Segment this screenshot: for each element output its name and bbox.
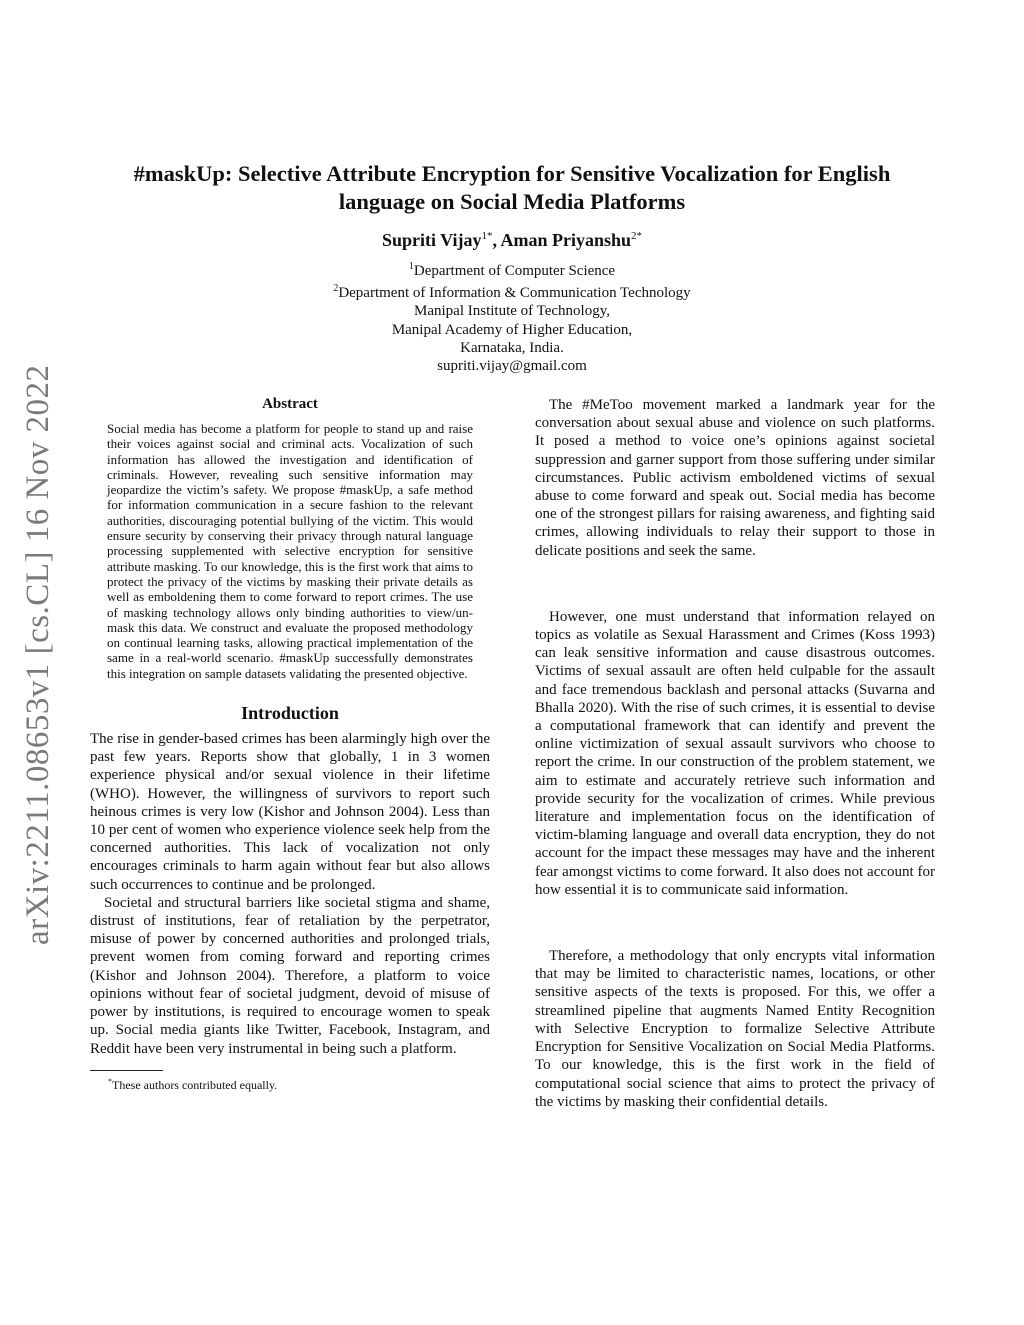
arxiv-identifier: arXiv:2211.08653v1 [cs.CL] 16 Nov 2022 bbox=[20, 364, 56, 945]
affiliation-text: Department of Information & Communication Technology bbox=[338, 285, 691, 302]
footnote bbox=[108, 1075, 490, 1092]
author-name: Aman Priyanshu bbox=[500, 230, 632, 250]
title-line-2: language on Social Media Platforms bbox=[338, 189, 686, 214]
affiliation-line bbox=[90, 280, 934, 302]
body-paragraph: However, one must understand that information relayed on topics as volatile as Sexual Harassment and Crimes (Koss 1993) can leak sensitive information and cause disastrous outcomes. Victims of sexual assault are often held culpable for the assault and face tremendous backlash and personal attacks (Suvarna and Bhalla 2020). With the rise of such crimes, it is essential to devise a computational framework that can identify and prevent the online victimization of sexual assault survivors who choose to report the crime. In our construction of the problem statement, we aim to estimate and accurately retrieve such information and provide security for the vocalization of crimes. While previous literature and implementation focus on the identification of victim-blaming language and overall data encryption, they do not account for the impact these messages may have and the inherent fear amongst victims to come forward. It also does not account for how essential it is to communicate said information. bbox=[535, 608, 935, 898]
body-paragraph: Therefore, a methodology that only encrypts vital information that may be limited to characteristic names, locations, or other sensitive aspects of the texts is proposed. For this, we offer a streamlined pipeline that augments Named Entity Recognition with Selective Encryption to formalize Selective Attribute Encryption for Sensitive Vocalization on Social Media Platforms. To our knowledge, this is the first work in the field of computational social science that aims to protect the privacy of the victims by masking their confidential details. bbox=[535, 948, 935, 1110]
author-email: supriti.vijay@gmail.com bbox=[437, 358, 587, 375]
author-affiliation-mark: 2* bbox=[631, 230, 643, 242]
paper-title bbox=[90, 160, 934, 216]
affiliation-text: Department of Computer Science bbox=[413, 263, 616, 279]
affiliation-mark: 1 bbox=[408, 261, 414, 272]
footnote-mark: * bbox=[108, 1076, 112, 1086]
author-name: Supriti Vijay bbox=[381, 230, 482, 250]
paragraph-gap bbox=[535, 560, 935, 608]
affiliations bbox=[90, 258, 934, 375]
abstract-text: Social media has become a platform for people to stand up and raise their voices against social and criminal acts. Vocalization of such information has allowed the investigation and identification of criminals. However, revealing such sensitive information may jeopardize the victim’s safety. We propose #maskUp, a safe method for information communication in a secure fashion to the relevant authorities, discouraging potential bullying of the victim. This would ensure security by conserving their privacy through natural language processing supplemented with selective encryption for sensitive attribute masking. To our knowledge, this is the first work that aims to protect the privacy of the victims by masking their private details as well as emboldening them to come forward to report crimes. The use of masking technology allows only binding authorities to view/un-mask this data. We construct and evaluate the proposed methodology on continual learning tasks, allowing practical implementation of the same in a real-world scenario. #maskUp successfully demonstrates this integration on sample datasets validating the presented objective. bbox=[107, 421, 473, 681]
body-paragraph: The rise in gender-based crimes has been alarmingly high over the past few years. Reports show that globally, 1 in 3 women experience physical and/or sexual violence in their lifetime (WHO). However, the willingness of survivors to report such heinous crimes is very low (Kishor and Johnson 2004). Less than 10 per cent of women who experience violence seek help from the concerned authorities. This lack of vocalization not only encourages criminals to harm again without fear but also allows such occurrences to continue and be prolonged. bbox=[90, 731, 490, 893]
left-column bbox=[90, 396, 490, 1092]
introduction-heading: Introduction bbox=[241, 703, 339, 724]
title-line-1: #maskUp: Selective Attribute Encryption for Sensitive Vocalization for English bbox=[133, 161, 891, 186]
author-affiliation-mark: 1* bbox=[481, 230, 493, 242]
right-column bbox=[535, 396, 935, 1111]
affiliation-line: Manipal Institute of Technology, bbox=[414, 303, 610, 320]
affiliation-line: Manipal Academy of Higher Education, bbox=[391, 321, 633, 338]
paragraph-gap bbox=[535, 899, 935, 947]
affiliation-line bbox=[90, 258, 934, 280]
footnote-text: These authors contributed equally. bbox=[112, 1077, 278, 1092]
affiliation-mark: 2 bbox=[333, 283, 339, 295]
author-separator: , bbox=[492, 230, 501, 250]
affiliation-line: Karnataka, India. bbox=[460, 339, 564, 356]
body-paragraph: The #MeToo movement marked a landmark year for the conversation about sexual abuse and violence on such platforms. It posed a method to voice one’s opinions against societal suppression and garner support from those suffering under similar circumstances. Public activism emboldened victims of sexual abuse to come forward and speak out. Social media has become one of the strongest pillars for raising awareness, and fighting said crimes, allowing individuals to relay their support to those in delicate positions and seek the same. bbox=[535, 397, 935, 559]
footnote-rule bbox=[90, 1070, 163, 1071]
body-paragraph: Societal and structural barriers like societal stigma and shame, distrust of institutions, fear of retaliation by the perpetrator, misuse of power by concerned authorities and prolonged trials, prevent women from coming forward and reporting crimes (Kishor and Johnson 2004). Therefore, a platform to voice opinions without fear of societal judgment, devoid of misuse of power by institutions, is required to encourage women to speak up. Social media giants like Twitter, Facebook, Instagram, and Reddit have been very instrumental in being such a platform. bbox=[90, 894, 490, 1057]
abstract-heading: Abstract bbox=[262, 396, 318, 412]
author-list bbox=[90, 230, 934, 251]
